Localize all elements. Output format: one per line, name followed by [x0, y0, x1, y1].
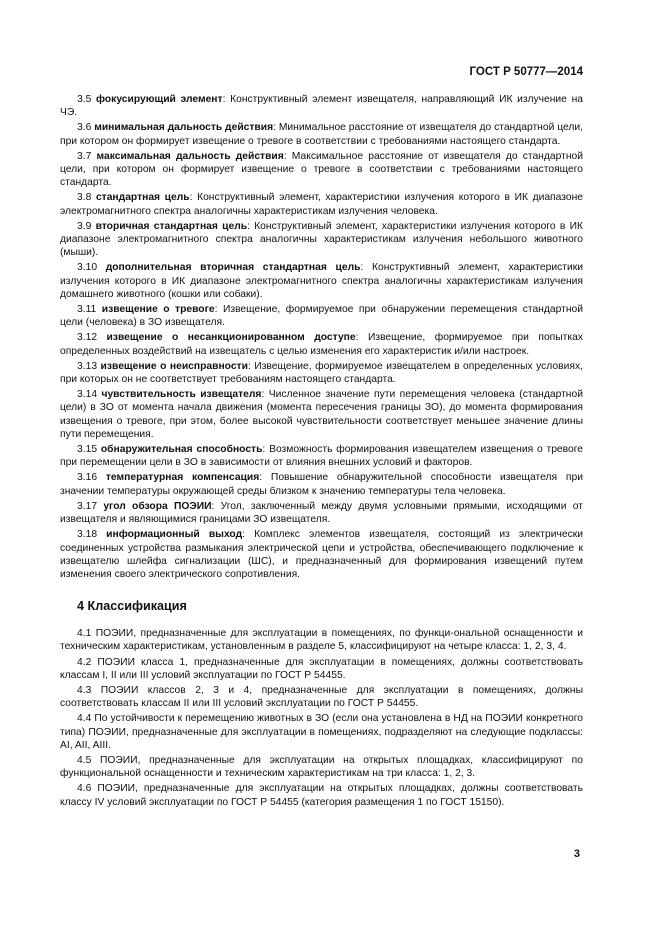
definition-item	[60, 303, 583, 329]
definition-text: : Минимальное расстояние от извещателя до стандартной цели, при котором он формирует извещение о тревоге в соответствии с требованиями настоящего стандарта.	[60, 122, 583, 147]
definition-term: максимальная дальность действия	[96, 150, 284, 162]
definition-number: 3.8	[77, 192, 92, 204]
definition-text: : Повышение обнаружительной способности извещателя при значении температуры окружающей среды близком к значению температуры тела человека.	[60, 472, 583, 497]
definition-text: : Конструктивный элемент, характеристики излучения которого в ИК диапазоне электромагнитного спектра аналогичны характеристикам излучения человека.	[60, 192, 583, 217]
definition-item	[60, 388, 583, 441]
definition-item	[60, 261, 583, 301]
section-paragraph: 4.5 ПОЭИИ, предназначенные для эксплуатации на открытых площадках, классифицируют по функциональной оснащенности и техническим характеристикам на три класса: 1, 2, 3.	[60, 754, 583, 780]
definition-term: минимальная дальность действия	[94, 122, 274, 134]
definition-term: угол обзора ПОЭИИ	[103, 500, 212, 512]
section-paragraph: 4.6 ПОЭИИ, предназначенные для эксплуатации на открытых площадках, должны соответствовать классу IV условий эксплуатации по ГОСТ Р 54455 (категория размещения 1 по ГОСТ 15150).	[60, 783, 583, 808]
page-content	[60, 93, 583, 809]
definition-term: обнаружительная способность	[100, 444, 263, 456]
definition-term: температурная компенсация	[105, 472, 260, 484]
definition-text: : Извещение, формируемое при попытках определенных воздействий на извещатель с целью изменения его характеристик и/или настроек.	[60, 332, 583, 357]
definition-item	[60, 121, 583, 147]
definition-text: : Конструктивный элемент, характеристики излучения которого в ИК диапазоне электромагнитного спектра аналогичны характеристикам излучения небольшого животного (мыши).	[60, 220, 583, 259]
definition-number: 3.10	[77, 262, 98, 274]
definition-term: дополнительная вторичная стандартная цель	[105, 262, 361, 274]
section-paragraph: 4.4 По устойчивости к перемещению животных в ЗО (если она установлена в НД на ПОЭИИ конкретного типа) ПОЭИИ, предназначенные для эксплуатации в помещениях, подразделяют на следующие подклассы: AI, AII, AIII.	[60, 713, 583, 751]
definition-number: 3.13	[77, 360, 98, 372]
definition-number: 3.7	[77, 150, 92, 162]
definition-number: 3.6	[77, 122, 92, 134]
definition-number: 3.15	[77, 444, 98, 456]
definitions-list	[60, 93, 583, 581]
definition-text: : Возможность формирования извещателем извещения о тревоге при перемещении цели в ЗО в зависимости от влияния внешних условий и факторов.	[60, 444, 583, 469]
definition-term: вторичная стандартная цель	[95, 220, 248, 232]
definition-number: 3.14	[77, 389, 98, 401]
definition-term: извещение о тревоге	[101, 304, 215, 316]
definition-number: 3.17	[77, 500, 98, 512]
definition-number: 3.11	[77, 304, 97, 316]
definition-item	[60, 93, 583, 119]
definition-number: 3.16	[77, 472, 98, 484]
section-paragraph: 4.3 ПОЭИИ классов 2, 3 и 4, предназначенные для эксплуатации в помещениях, должны соответствовать классам II или III условий эксплуатации по ГОСТ Р 54455.	[60, 684, 583, 710]
definition-text: : Численное значение пути перемещения человека (стандартной цели) в ЗО от момента начала движения (момента пересечения границы ЗО), до момента формирования извещения о тревоге, при этом, более высокой чувствительности соответствует меньшее значение длины пути перемещения.	[60, 389, 583, 440]
definition-text: : Максимальное расстояние от извещателя до стандартной цели, при котором он формирует извещение о тревоге в соответствии с требованиями настоящего стандарта.	[60, 150, 583, 189]
section-paragraphs	[60, 627, 583, 809]
section-title: 4 Классификация	[77, 599, 187, 614]
definition-item	[60, 443, 583, 469]
section-paragraph: 4.2 ПОЭИИ класса 1, предназначенные для эксплуатации в помещениях, должны соответствовать классам I, II или III условий эксплуатации по ГОСТ Р 54455.	[60, 656, 583, 681]
definition-term: информационный выход	[106, 529, 243, 541]
page-number: 3	[573, 848, 580, 860]
definition-number: 3.18	[77, 529, 98, 541]
definition-item	[60, 331, 583, 357]
definition-term: фокусирующий элемент	[96, 94, 223, 105]
definition-term: извещение о неисправности	[100, 360, 248, 372]
definition-text: : Извещение, формируемое при обнаружении перемещения стандартной цели (человека) в ЗО извещателя.	[60, 304, 583, 329]
definition-term: извещение о несанкционированном доступе	[106, 332, 356, 344]
definition-item	[60, 191, 583, 217]
definition-term: чувствительность извещателя	[101, 389, 262, 401]
definition-text: : Извещение, формируемое извещателем в определенных условиях, при которых он не соответствует требованиям настоящего стандарта.	[60, 360, 583, 386]
definition-item	[60, 500, 583, 526]
definition-number: 3.5	[77, 94, 92, 105]
definition-text: : Конструктивный элемент, характеристики излучения которого в ИК диапазоне электромагнитного спектра аналогичны характеристикам излучения домашнего животного (кошки или собаки).	[60, 262, 583, 300]
document-header: ГОСТ Р 50777—2014	[469, 66, 583, 78]
section-paragraph: 4.1 ПОЭИИ, предназначенные для эксплуатации в помещениях, по функци-ональной оснащенности и техническим характеристикам, установленным в разделе 5, классифицируют на четыре класса: 1, 2, 3, 4.	[60, 628, 583, 653]
definition-number: 3.12	[77, 332, 98, 344]
definition-text: : Комплекс элементов извещателя, состоящий из электрически соединенных устройства размыкания электрической цепи и устройства, обеспечивающего подключение к извещателю шлейфа сигнализации (ШС), и предназначенный для формирования извещений путем изменения своего электрического сопротивления.	[60, 529, 583, 580]
definition-item	[60, 150, 583, 190]
definition-number: 3.9	[77, 220, 92, 232]
definition-text: : Конструктивный элемент извещателя, направляющий ИК излучение на ЧЭ.	[60, 94, 583, 119]
definition-item	[60, 220, 583, 260]
definition-item	[60, 528, 583, 581]
definition-item	[60, 471, 583, 497]
definition-item	[60, 360, 583, 386]
definition-term: стандартная цель	[95, 192, 190, 204]
definition-text: : Угол, заключенный между двумя условными прямыми, исходящими от извещателя и являющимися границами ЗО извещателя.	[60, 500, 583, 526]
